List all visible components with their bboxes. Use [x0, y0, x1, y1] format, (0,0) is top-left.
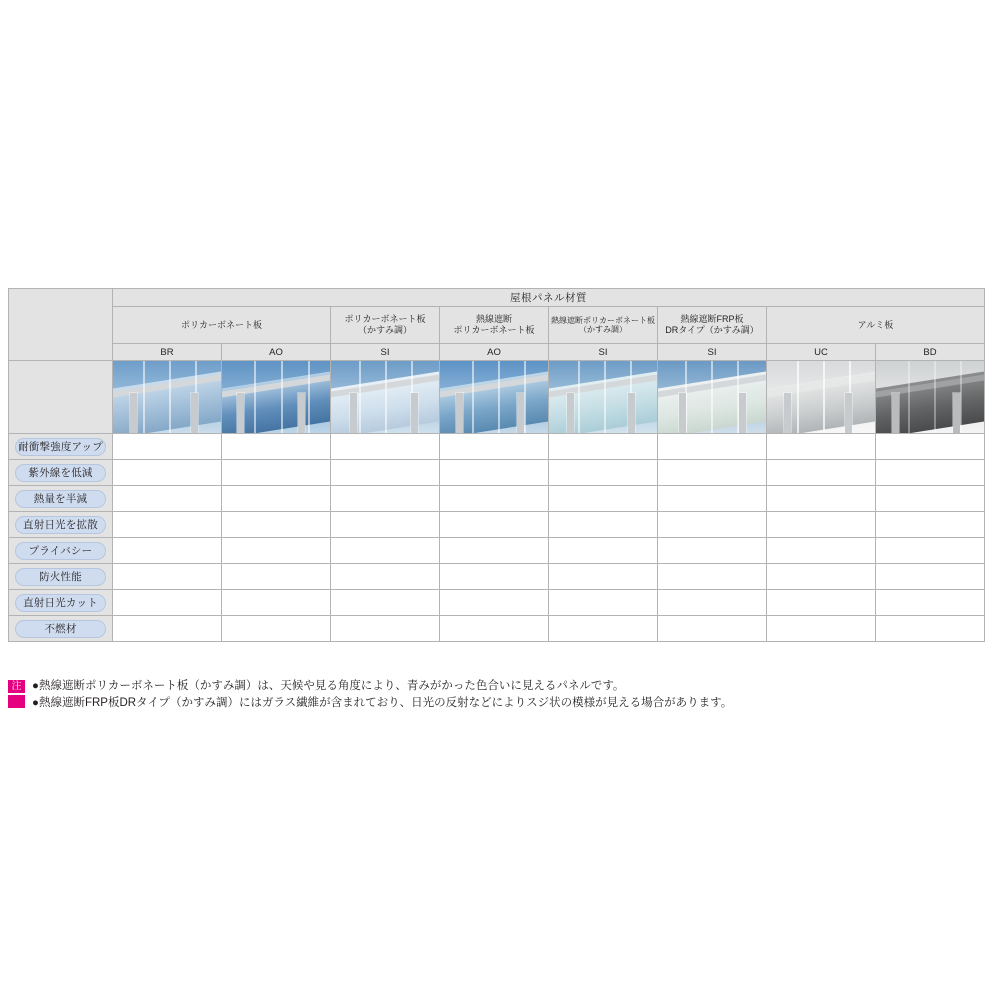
thumb-heatcut-ao-icon [440, 361, 548, 433]
notes-block [8, 678, 984, 713]
cell-7-0 [113, 616, 222, 642]
note-line-1: ●熱線遮断ポリカーボネート板（かすみ調）は、天候や見る角度により、青みがかった色合いに見えるパネルです。 [32, 680, 625, 692]
cell-7-4 [549, 616, 658, 642]
cell-1-1 [222, 460, 331, 486]
row-label: 防火性能 [15, 568, 106, 586]
panel-photo-br [113, 361, 222, 434]
cell-7-6 [767, 616, 876, 642]
code-header-1: AO [222, 344, 331, 361]
cell-2-6 [767, 486, 876, 512]
note-flag-bar [8, 695, 25, 708]
cell-6-6 [767, 590, 876, 616]
cell-5-2 [331, 564, 440, 590]
cell-0-1 [222, 434, 331, 460]
cell-0-7 [876, 434, 985, 460]
row-label-cell [9, 434, 113, 460]
code-header-3: AO [440, 344, 549, 361]
note-lines [32, 678, 984, 713]
cell-2-3 [440, 486, 549, 512]
material-header-frp-dr: 熱線遮断FRP板 DRタイプ（かすみ調） [658, 307, 767, 344]
cell-1-5 [658, 460, 767, 486]
table-row [9, 434, 985, 460]
code-header-4: SI [549, 344, 658, 361]
panel-photo-bd [876, 361, 985, 434]
cell-3-6 [767, 512, 876, 538]
row-label: 直射日光を拡散 [15, 516, 106, 534]
thumb-frp-dr-icon [658, 361, 766, 433]
cell-3-7 [876, 512, 985, 538]
cell-6-3 [440, 590, 549, 616]
panel-photo-frp-dr [658, 361, 767, 434]
cell-3-4 [549, 512, 658, 538]
cell-3-3 [440, 512, 549, 538]
cell-4-3 [440, 538, 549, 564]
cell-1-2 [331, 460, 440, 486]
row-label-cell [9, 460, 113, 486]
cell-0-0 [113, 434, 222, 460]
code-header-5: SI [658, 344, 767, 361]
cell-2-2 [331, 486, 440, 512]
row-label: 耐衝撃強度アップ [15, 438, 106, 456]
row-label-cell [9, 538, 113, 564]
material-header-heatcut-poly-kasumi: 熱線遮断ポリカーボネート板 （かすみ調） [549, 307, 658, 344]
row-label-cell [9, 486, 113, 512]
thumb-br-icon [113, 361, 221, 433]
cell-4-6 [767, 538, 876, 564]
cell-2-4 [549, 486, 658, 512]
material-header-aluminum: アルミ板 [767, 307, 985, 344]
cell-6-0 [113, 590, 222, 616]
cell-5-4 [549, 564, 658, 590]
code-header-7: BD [876, 344, 985, 361]
panel-photo-ao [222, 361, 331, 434]
cell-1-6 [767, 460, 876, 486]
table-row [9, 616, 985, 642]
panel-photo-si-kasumi [331, 361, 440, 434]
cell-2-1 [222, 486, 331, 512]
group-header: 屋根パネル材質 [113, 289, 985, 307]
cell-6-1 [222, 590, 331, 616]
cell-5-6 [767, 564, 876, 590]
table-corner [9, 289, 113, 361]
cell-4-0 [113, 538, 222, 564]
table-row [9, 538, 985, 564]
panel-photo-heatcut-si [549, 361, 658, 434]
cell-7-1 [222, 616, 331, 642]
table-row [9, 564, 985, 590]
thumb-si-kasumi-icon [331, 361, 439, 433]
thumb-uc-icon [767, 361, 875, 433]
cell-0-6 [767, 434, 876, 460]
material-header-poly: ポリカーボネート板 [113, 307, 331, 344]
thumb-bd-icon [876, 361, 984, 433]
row-label: 不燃材 [15, 620, 106, 638]
table-row [9, 460, 985, 486]
row-label: 直射日光カット [15, 594, 106, 612]
code-header-0: BR [113, 344, 222, 361]
cell-1-3 [440, 460, 549, 486]
table-row [9, 512, 985, 538]
code-header-row [9, 344, 985, 361]
code-header-2: SI [331, 344, 440, 361]
code-header-6: UC [767, 344, 876, 361]
material-header-poly-kasumi: ポリカーボネート板 （かすみ調） [331, 307, 440, 344]
row-label: 紫外線を低減 [15, 464, 106, 482]
row-label: プライバシー [15, 542, 106, 560]
material-header-row [9, 307, 985, 344]
cell-0-4 [549, 434, 658, 460]
cell-6-2 [331, 590, 440, 616]
cell-1-0 [113, 460, 222, 486]
table-row [9, 590, 985, 616]
cell-5-7 [876, 564, 985, 590]
cell-5-1 [222, 564, 331, 590]
cell-3-1 [222, 512, 331, 538]
cell-4-4 [549, 538, 658, 564]
cell-2-0 [113, 486, 222, 512]
cell-1-7 [876, 460, 985, 486]
cell-7-3 [440, 616, 549, 642]
cell-2-5 [658, 486, 767, 512]
panel-photo-heatcut-ao [440, 361, 549, 434]
cell-4-7 [876, 538, 985, 564]
matrix-table [8, 288, 985, 642]
cell-7-5 [658, 616, 767, 642]
cell-2-7 [876, 486, 985, 512]
cell-5-3 [440, 564, 549, 590]
table-row [9, 486, 985, 512]
cell-0-3 [440, 434, 549, 460]
row-label-cell [9, 616, 113, 642]
panel-material-table [8, 288, 984, 642]
group-header-row [9, 289, 985, 307]
photo-row [9, 361, 985, 434]
thumb-heatcut-si-icon [549, 361, 657, 433]
cell-4-1 [222, 538, 331, 564]
cell-7-2 [331, 616, 440, 642]
cell-4-5 [658, 538, 767, 564]
cell-3-2 [331, 512, 440, 538]
cell-0-2 [331, 434, 440, 460]
cell-4-2 [331, 538, 440, 564]
cell-7-7 [876, 616, 985, 642]
note-line-2: ●熱線遮断FRP板DRタイプ（かすみ調）にはガラス繊維が含まれており、日光の反射などによりスジ状の模様が見える場合があります。 [32, 697, 733, 710]
cell-5-0 [113, 564, 222, 590]
photo-row-corner [9, 361, 113, 434]
cell-6-7 [876, 590, 985, 616]
note-flag [8, 680, 25, 710]
cell-1-4 [549, 460, 658, 486]
panel-photo-uc [767, 361, 876, 434]
cell-0-5 [658, 434, 767, 460]
cell-6-4 [549, 590, 658, 616]
cell-6-5 [658, 590, 767, 616]
cell-3-0 [113, 512, 222, 538]
cell-3-5 [658, 512, 767, 538]
note-flag-label: 注 [8, 680, 25, 693]
cell-5-5 [658, 564, 767, 590]
row-label-cell [9, 512, 113, 538]
thumb-ao-icon [222, 361, 330, 433]
material-header-heatcut-poly: 熱線遮断 ポリカーボネート板 [440, 307, 549, 344]
row-label-cell [9, 590, 113, 616]
row-label: 熱量を半減 [15, 490, 106, 508]
row-label-cell [9, 564, 113, 590]
